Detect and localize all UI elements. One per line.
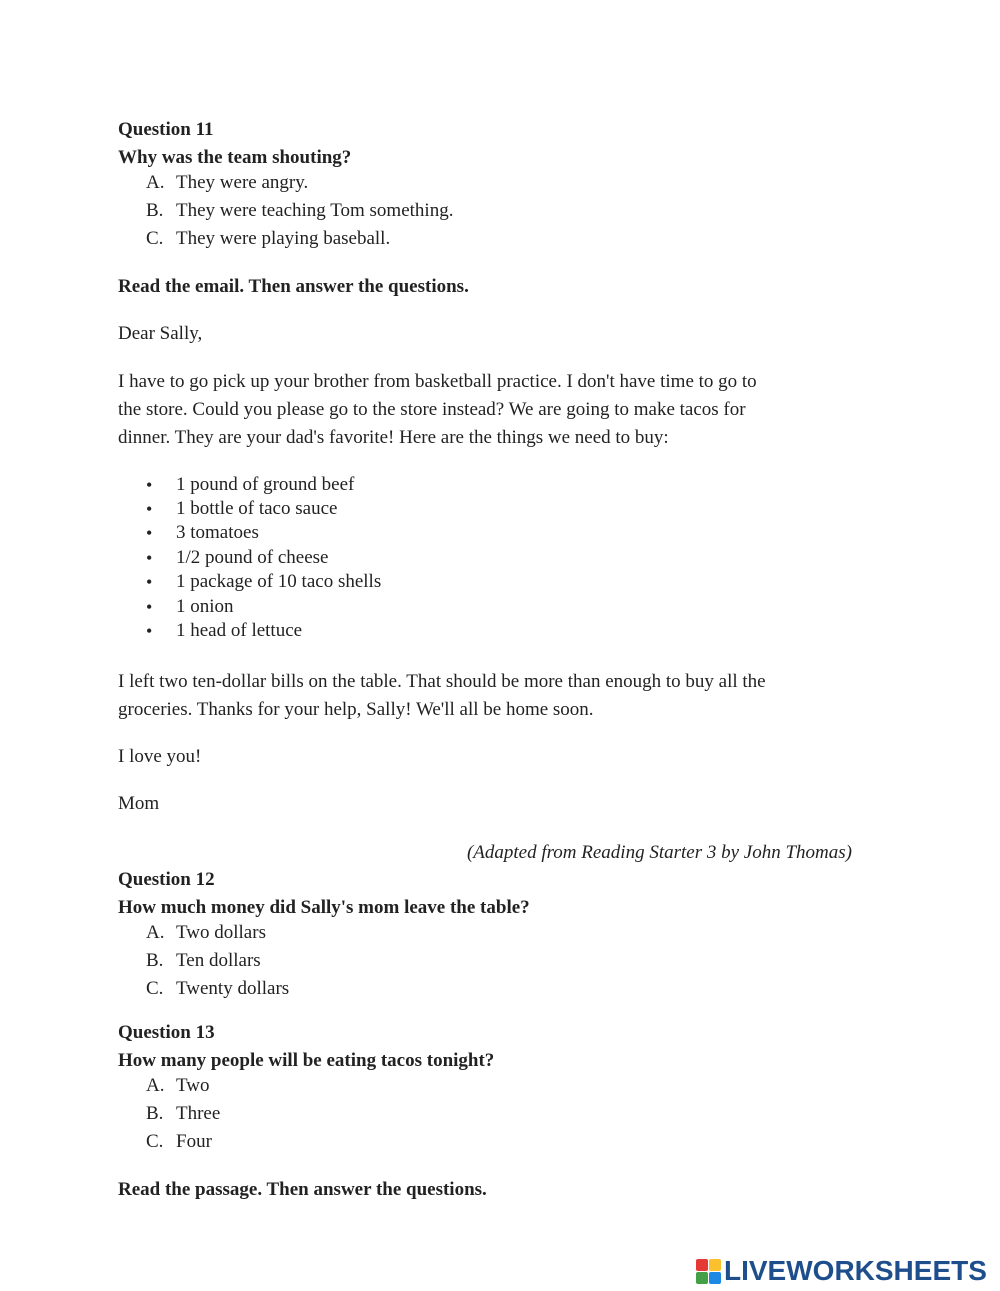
logo-text: LIVEWORKSHEETS	[724, 1255, 987, 1286]
source-citation: (Adapted from Reading Starter 3 by John Thomas)	[466, 842, 852, 863]
option-text: They were playing baseball.	[176, 228, 391, 249]
logo-block	[696, 1259, 708, 1271]
list-item	[146, 522, 259, 545]
bullet: •	[146, 621, 153, 641]
list-item	[146, 571, 382, 594]
passage-instruction: Read the passage. Then answer the questions.	[118, 1179, 487, 1200]
option-text: Two dollars	[176, 922, 266, 943]
list-item	[146, 474, 355, 497]
email-greeting: Dear Sally,	[118, 323, 203, 344]
option-b[interactable]	[146, 950, 261, 972]
option-text: Two	[176, 1075, 210, 1096]
option-c[interactable]	[146, 228, 391, 250]
bullet: •	[146, 499, 153, 519]
option-text: They were angry.	[176, 172, 309, 193]
bullet: •	[146, 523, 153, 543]
email-paragraph-1-line-1: I have to go pick up your brother from basketball practice. I don't have time to go to	[118, 371, 757, 392]
list-item-text: 3 tomatoes	[176, 522, 259, 543]
option-b[interactable]	[146, 200, 454, 222]
bullet: •	[146, 548, 153, 568]
email-paragraph-1-line-2: the store. Could you please go to the store instead? We are going to make tacos for	[118, 399, 746, 420]
option-letter: C.	[146, 978, 164, 999]
list-item	[146, 596, 234, 619]
email-closing: I love you!	[118, 746, 202, 767]
question-11-prompt: Why was the team shouting?	[118, 147, 352, 168]
option-text: Twenty dollars	[176, 978, 290, 999]
option-letter: A.	[146, 1075, 165, 1096]
list-item-text: 1 onion	[176, 596, 234, 617]
logo-block	[709, 1272, 721, 1284]
list-item-text: 1 bottle of taco sauce	[176, 498, 338, 519]
option-letter: B.	[146, 950, 164, 971]
list-item-text: 1 package of 10 taco shells	[176, 571, 382, 592]
list-item	[146, 620, 303, 643]
logo-block	[709, 1259, 721, 1271]
option-letter: A.	[146, 172, 165, 193]
option-text: They were teaching Tom something.	[176, 200, 454, 221]
bullet: •	[146, 572, 153, 592]
option-b[interactable]	[146, 1103, 221, 1125]
logo-blocks-icon	[696, 1259, 721, 1284]
liveworksheets-logo[interactable]	[696, 1255, 987, 1287]
question-13-prompt: How many people will be eating tacos tonight?	[118, 1050, 495, 1071]
list-item-text: 1 pound of ground beef	[176, 474, 355, 495]
logo-block	[696, 1272, 708, 1284]
email-paragraph-2-line-2: groceries. Thanks for your help, Sally! We'll all be home soon.	[118, 699, 594, 720]
email-instruction: Read the email. Then answer the questions.	[118, 276, 469, 297]
list-item	[146, 498, 338, 521]
option-letter: C.	[146, 1131, 164, 1152]
option-letter: B.	[146, 1103, 164, 1124]
email-paragraph-2-line-1: I left two ten-dollar bills on the table. That should be more than enough to buy all the	[118, 671, 766, 692]
question-11-heading: Question 11	[118, 119, 214, 140]
option-a[interactable]	[146, 922, 266, 944]
question-12-prompt: How much money did Sally's mom leave the table?	[118, 897, 530, 918]
option-letter: B.	[146, 200, 164, 221]
question-12-heading: Question 12	[118, 869, 215, 890]
list-item-text: 1 head of lettuce	[176, 620, 303, 641]
option-a[interactable]	[146, 172, 309, 194]
option-text: Three	[176, 1103, 221, 1124]
email-paragraph-1-line-3: dinner. They are your dad's favorite! Here are the things we need to buy:	[118, 427, 669, 448]
option-letter: A.	[146, 922, 165, 943]
email-signature: Mom	[118, 793, 160, 814]
option-letter: C.	[146, 228, 164, 249]
option-text: Ten dollars	[176, 950, 261, 971]
option-c[interactable]	[146, 1131, 212, 1153]
option-text: Four	[176, 1131, 212, 1152]
bullet: •	[146, 597, 153, 617]
bullet: •	[146, 475, 153, 495]
option-c[interactable]	[146, 978, 290, 1000]
list-item-text: 1/2 pound of cheese	[176, 547, 329, 568]
question-13-heading: Question 13	[118, 1022, 215, 1043]
option-a[interactable]	[146, 1075, 210, 1097]
list-item	[146, 547, 329, 570]
